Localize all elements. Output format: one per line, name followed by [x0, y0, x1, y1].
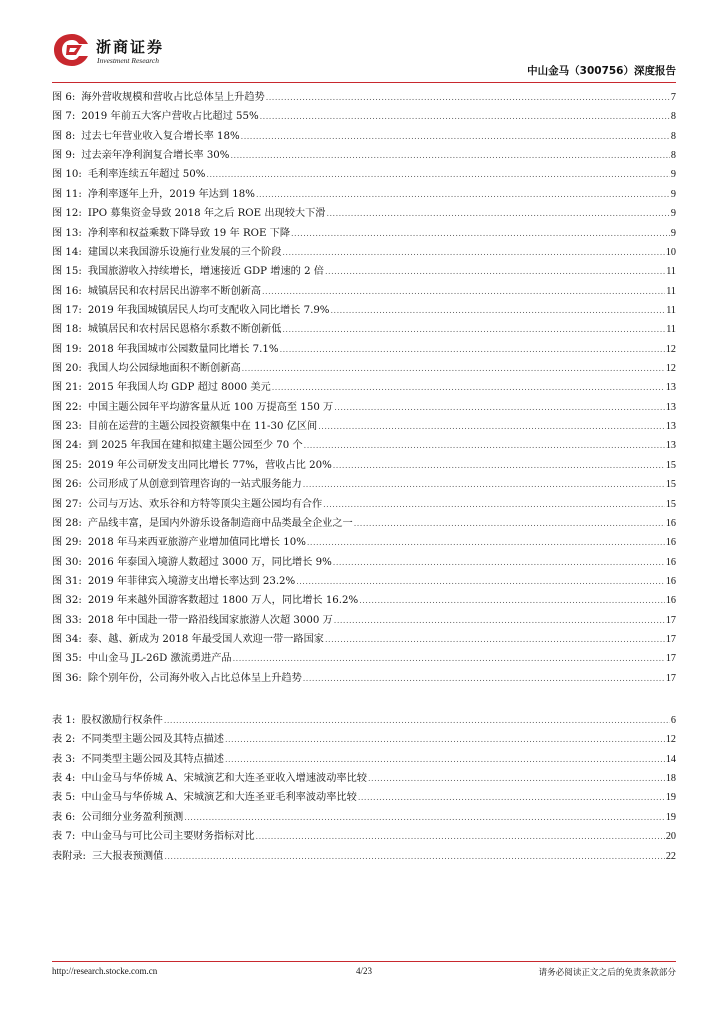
figure-toc-entry-leader-dots — [326, 204, 669, 223]
figure-toc-entry-page: 9 — [670, 208, 676, 220]
figure-toc-entry-title: 2018 年中国赴一带一路沿线国家旅游人次超 3000 万 — [87, 614, 333, 626]
figure-toc-entry[interactable] — [52, 553, 676, 572]
footer-divider — [52, 961, 676, 962]
figure-toc-entry-leader-dots — [242, 359, 665, 378]
figure-toc-entry[interactable] — [52, 514, 676, 533]
figure-toc-entry-title: 2019 年来越外国游客数超过 1800 万人，同比增长 16.2% — [87, 595, 359, 607]
figure-toc-entry-title: 中山金马 JL-26D 激流勇进产品 — [87, 653, 232, 665]
table-toc-entry[interactable] — [52, 827, 676, 846]
table-toc-entry-page: 22 — [665, 850, 676, 862]
table-toc-entry-leader-dots — [164, 847, 665, 866]
figure-toc-entry[interactable] — [52, 359, 676, 378]
figure-toc-entry-title: 2019 年公司研发支出同比增长 77%，营收占比 20% — [87, 459, 332, 471]
figure-toc-entry-title: 我国旅游收入持续增长，增速接近 GDP 增速的 2 倍 — [87, 266, 324, 278]
table-toc-entry[interactable] — [52, 769, 676, 788]
table-toc-entry-title: 中山金马与可比公司主要财务指标对比 — [81, 831, 255, 843]
table-toc-entry-leader-dots — [256, 827, 665, 846]
figure-toc-entry-leader-dots — [359, 591, 665, 610]
table-toc-entry-leader-dots — [358, 788, 665, 807]
figure-toc-entry-title: 中国主题公园年平均游客量从近 100 万提高至 150 万 — [87, 401, 334, 413]
table-toc-entry[interactable] — [52, 711, 676, 730]
figure-toc-entry-page: 9 — [670, 188, 676, 200]
figure-toc-entry[interactable] — [52, 320, 676, 339]
figure-toc-entry-leader-dots — [331, 301, 666, 320]
figure-toc-entry-number: 图 14: — [52, 246, 82, 258]
figure-toc-entry-number: 图 9: — [52, 150, 76, 162]
table-toc-entry-number: 表 6: — [52, 811, 76, 823]
figure-toc-entry-title: 城镇居民和农村居民出游率不断创新高 — [87, 285, 262, 297]
figure-toc-entry-leader-dots — [282, 320, 665, 339]
figure-toc-entry-page: 17 — [665, 614, 676, 626]
page-footer — [52, 966, 676, 980]
figure-toc-entry-leader-dots — [282, 243, 664, 262]
figure-toc-entry-page: 13 — [665, 421, 676, 433]
figure-toc-entry-title: 2018 年我国城市公园数量同比增长 7.1% — [87, 343, 279, 355]
figure-toc-entry-page: 16 — [665, 575, 676, 587]
figure-toc-entry-leader-dots — [241, 127, 670, 146]
table-toc-entry-title: 不同类型主题公园及其特点描述 — [81, 753, 224, 765]
figure-toc-entry-number: 图 15: — [52, 266, 82, 278]
figure-toc-entry-title: IPO 募集资金导致 2018 年之后 ROE 出现较大下滑 — [87, 208, 326, 220]
figure-toc-entry-number: 图 22: — [52, 401, 82, 413]
figure-toc-entry[interactable] — [52, 107, 676, 126]
figure-toc-entry[interactable] — [52, 127, 676, 146]
figure-toc-entry-leader-dots — [354, 514, 665, 533]
figure-toc-entry-title: 毛利率连续五年超过 50% — [87, 169, 206, 181]
figure-toc-entry-title: 目前在运营的主题公园投资额集中在 11-30 亿区间 — [87, 421, 318, 433]
figure-toc-entry-leader-dots — [323, 495, 665, 514]
zheshang-logo-icon — [52, 32, 92, 68]
figure-toc-entry-leader-dots — [206, 165, 670, 184]
figure-toc-entry[interactable] — [52, 630, 676, 649]
figure-list — [52, 88, 676, 688]
figure-toc-entry-title: 过去亲年净利润复合增长率 30% — [81, 150, 230, 162]
figure-toc-entry-title: 2015 年我国人均 GDP 超过 8000 美元 — [87, 382, 271, 394]
figure-toc-entry-leader-dots — [256, 185, 670, 204]
figure-toc-entry-leader-dots — [233, 649, 665, 668]
table-toc-entry-page: 6 — [670, 715, 676, 726]
figure-toc-entry-page: 12 — [665, 363, 676, 375]
figure-toc-entry-page: 15 — [665, 459, 676, 471]
table-toc-entry-leader-dots — [225, 730, 665, 749]
table-toc-entry-title: 中山金马与华侨城 A、宋城演艺和大连圣亚毛利率波动率比较 — [81, 792, 357, 804]
table-toc-entry[interactable] — [52, 847, 676, 866]
figure-toc-entry-number: 图 35: — [52, 653, 82, 665]
table-toc-entry-page: 14 — [665, 753, 676, 765]
figure-toc-entry-page: 16 — [665, 595, 676, 607]
figure-toc-entry-title: 净利率和权益乘数下降导致 19 年 ROE 下降 — [87, 227, 291, 239]
table-toc-entry-number: 表 1: — [52, 715, 76, 726]
table-toc-entry-title: 股权激励行权条件 — [81, 715, 163, 726]
figure-toc-entry-leader-dots — [325, 262, 665, 281]
figure-toc-entry-page: 8 — [670, 130, 676, 142]
figure-toc-entry-number: 图 12: — [52, 208, 82, 220]
figure-toc-entry-page: 11 — [666, 304, 676, 316]
figure-toc-entry-page: 13 — [665, 401, 676, 413]
figure-toc-entry[interactable] — [52, 591, 676, 610]
figure-toc-entry-page: 8 — [670, 150, 676, 162]
figure-toc-entry-page: 11 — [666, 324, 676, 336]
figure-toc-entry-page: 11 — [666, 285, 676, 297]
figure-toc-entry-number: 图 30: — [52, 556, 82, 568]
figure-toc-entry[interactable] — [52, 282, 676, 301]
figure-toc-entry-title: 2019 年前五大客户营收占比超过 55% — [81, 111, 259, 123]
figure-toc-entry-page: 16 — [665, 537, 676, 549]
figure-toc-entry-page: 7 — [670, 92, 676, 103]
figure-toc-entry-number: 图 26: — [52, 479, 82, 491]
figure-toc-entry[interactable] — [52, 185, 676, 204]
brand-name-cn: 浙商证券 — [96, 38, 165, 56]
figure-toc-entry[interactable] — [52, 649, 676, 668]
figure-toc-entry-leader-dots — [325, 630, 665, 649]
figure-toc-entry[interactable] — [52, 611, 676, 630]
figure-toc-entry[interactable] — [52, 417, 676, 436]
figure-toc-entry[interactable] — [52, 669, 676, 688]
figure-toc-entry-leader-dots — [334, 611, 665, 630]
table-list — [52, 711, 676, 866]
table-toc-entry-title: 不同类型主题公园及其特点描述 — [81, 734, 224, 746]
header-divider — [52, 82, 676, 83]
figure-toc-entry[interactable] — [52, 301, 676, 320]
figure-toc-entry-number: 图 29: — [52, 537, 82, 549]
figure-toc-entry-number: 图 21: — [52, 382, 82, 394]
figure-toc-entry-leader-dots — [318, 417, 665, 436]
figure-toc-entry-number: 图 18: — [52, 324, 82, 336]
table-toc-entry-page: 18 — [665, 773, 676, 785]
figure-toc-entry-number: 图 34: — [52, 634, 82, 646]
figure-toc-entry-page: 17 — [665, 672, 676, 684]
figure-toc-entry-page: 13 — [665, 382, 676, 394]
figure-toc-entry-number: 图 24: — [52, 440, 82, 452]
figure-toc-entry[interactable] — [52, 495, 676, 514]
figure-toc-entry-leader-dots — [304, 436, 665, 455]
figure-toc-entry-title: 城镇居民和农村居民恩格尔系数不断创新低 — [87, 324, 282, 336]
figure-toc-entry-leader-dots — [230, 146, 669, 165]
figure-toc-entry-title: 过去七年营业收入复合增长率 18% — [81, 130, 240, 142]
figure-toc-entry-title: 2019 年我国城镇居民人均可支配收入同比增长 7.9% — [87, 304, 330, 316]
figure-toc-entry[interactable] — [52, 165, 676, 184]
figure-toc-entry-leader-dots — [307, 533, 665, 552]
figure-toc-entry-leader-dots — [334, 398, 665, 417]
figure-toc-entry-page: 8 — [670, 111, 676, 123]
figure-toc-entry-leader-dots — [272, 378, 665, 397]
figure-toc-entry-page: 9 — [670, 227, 676, 239]
figure-toc-entry-leader-dots — [291, 224, 670, 243]
figure-toc-entry-title: 2018 年马来西亚旅游产业增加值同比增长 10% — [87, 537, 306, 549]
figure-toc-entry-number: 图 32: — [52, 595, 82, 607]
figure-toc-entry-number: 图 7: — [52, 111, 76, 123]
figure-toc-entry-page: 9 — [670, 169, 676, 181]
figure-toc-entry[interactable] — [52, 572, 676, 591]
figure-toc-entry-page: 17 — [665, 634, 676, 646]
brand-name-en: Investment Research — [97, 56, 159, 65]
figure-toc-entry-number: 图 28: — [52, 517, 82, 529]
figure-toc-entry-leader-dots — [333, 553, 665, 572]
figure-toc-entry-page: 16 — [665, 517, 676, 529]
figure-toc-entry[interactable] — [52, 224, 676, 243]
figure-toc-entry-number: 图 27: — [52, 498, 82, 510]
page-header — [52, 30, 676, 82]
figure-toc-entry-page: 11 — [666, 266, 676, 278]
figure-toc-entry-number: 图 11: — [52, 188, 82, 200]
table-toc-entry-page: 19 — [665, 792, 676, 804]
figure-toc-entry-page: 13 — [665, 440, 676, 452]
table-toc-entry-number: 表 2: — [52, 734, 76, 746]
figure-toc-entry-page: 16 — [665, 556, 676, 568]
figure-toc-entry-number: 图 10: — [52, 169, 82, 181]
figure-toc-entry-number: 图 19: — [52, 343, 82, 355]
figure-toc-entry-number: 图 8: — [52, 130, 76, 142]
figure-toc-entry-number: 图 33: — [52, 614, 82, 626]
table-toc-entry-number: 表附录: — [52, 850, 86, 862]
footer-url-link[interactable]: http://research.stocke.com.cn — [52, 966, 158, 976]
figure-toc-entry-title: 我国人均公园绿地面积不断创新高 — [87, 363, 241, 375]
table-toc-entry-page: 12 — [665, 734, 676, 746]
figure-toc-entry[interactable] — [52, 204, 676, 223]
table-toc-entry-page: 19 — [665, 811, 676, 823]
figure-toc-entry-leader-dots — [303, 475, 665, 494]
figure-toc-entry-number: 图 16: — [52, 285, 82, 297]
report-title: 中山金马（300756）深度报告 — [527, 65, 676, 77]
figure-toc-entry[interactable] — [52, 146, 676, 165]
figure-toc-entry-title: 建国以来我国游乐设施行业发展的三个阶段 — [87, 246, 282, 258]
figure-toc-entry-title: 净利率逐年上升，2019 年达到 18% — [87, 188, 255, 200]
table-toc-entry-title: 公司细分业务盈利预测 — [81, 811, 184, 823]
figure-toc-entry[interactable] — [52, 398, 676, 417]
footer-page-number: 4/23 — [356, 966, 373, 976]
figure-toc-entry[interactable] — [52, 378, 676, 397]
figure-toc-entry-number: 图 36: — [52, 672, 82, 684]
figure-toc-entry[interactable] — [52, 243, 676, 262]
table-toc-entry-title: 中山金马与华侨城 A、宋城演艺和大连圣亚收入增速波动率比较 — [81, 773, 367, 785]
figure-toc-entry-page: 10 — [665, 246, 676, 258]
figure-toc-entry-number: 图 25: — [52, 459, 82, 471]
figure-toc-entry[interactable] — [52, 475, 676, 494]
figure-toc-entry-page: 15 — [665, 498, 676, 510]
figure-toc-entry-leader-dots — [280, 340, 665, 359]
table-toc-entry-leader-dots — [368, 769, 665, 788]
table-toc-entry-number: 表 5: — [52, 792, 76, 804]
figure-toc-entry-title: 公司形成了从创意到管理咨询的一站式服务能力 — [87, 479, 302, 491]
figure-toc-entry-title: 2016 年泰国入境游人数超过 3000 万，同比增长 9% — [87, 556, 332, 568]
figure-toc-entry-number: 图 23: — [52, 421, 82, 433]
figure-toc-entry-page: 12 — [665, 343, 676, 355]
figure-toc-entry-title: 到 2025 年我国在建和拟建主题公园至少 70 个 — [87, 440, 303, 452]
figure-toc-entry-title: 泰、越、新成为 2018 年最受国人欢迎一带一路国家 — [87, 634, 324, 646]
figure-toc-entry-leader-dots — [303, 669, 665, 688]
table-toc-entry[interactable] — [52, 730, 676, 749]
figure-toc-entry[interactable] — [52, 88, 676, 107]
figure-toc-entry-page: 17 — [665, 653, 676, 665]
footer-disclaimer-note: 请务必阅读正文之后的免责条款部分 — [538, 968, 676, 978]
figure-toc-entry[interactable] — [52, 262, 676, 281]
figure-toc-entry[interactable] — [52, 533, 676, 552]
figure-toc-entry-leader-dots — [333, 456, 665, 475]
table-toc-entry-number: 表 4: — [52, 773, 76, 785]
figure-toc-entry-number: 图 31: — [52, 575, 82, 587]
figure-toc-entry-title: 公司与万达、欢乐谷和方特等顶尖主题公园均有合作 — [87, 498, 323, 510]
table-toc-entry[interactable] — [52, 808, 676, 827]
table-toc-entry[interactable] — [52, 750, 676, 769]
figure-toc-entry-page: 15 — [665, 479, 676, 491]
figure-toc-entry[interactable] — [52, 436, 676, 455]
table-toc-entry-number: 表 3: — [52, 753, 76, 765]
table-toc-entry-title: 三大报表预测值 — [92, 850, 164, 862]
figure-toc-entry[interactable] — [52, 456, 676, 475]
figure-toc-entry-title: 2019 年菲律宾入境游支出增长率达到 23.2% — [87, 575, 296, 587]
figure-toc-entry-title: 除个别年份，公司海外收入占比总体呈上升趋势 — [87, 672, 302, 684]
figure-toc-entry-number: 图 13: — [52, 227, 82, 239]
figure-toc-entry-number: 图 20: — [52, 363, 82, 375]
figure-toc-entry-title: 产品线丰富，是国内外游乐设备制造商中品类最全企业之一 — [87, 517, 353, 529]
table-toc-entry[interactable] — [52, 788, 676, 807]
table-toc-entry-leader-dots — [184, 808, 665, 827]
figure-toc-entry-leader-dots — [266, 88, 670, 107]
figure-toc-entry-leader-dots — [260, 107, 670, 126]
table-toc-entry-page: 20 — [665, 831, 676, 843]
table-toc-entry-leader-dots — [225, 750, 665, 769]
figure-toc-entry-leader-dots — [262, 282, 665, 301]
table-toc-entry-leader-dots — [164, 711, 670, 730]
table-toc-entry-number: 表 7: — [52, 831, 76, 843]
figure-toc-entry[interactable] — [52, 340, 676, 359]
figure-toc-entry-number: 图 6: — [52, 92, 76, 103]
figure-toc-entry-number: 图 17: — [52, 304, 82, 316]
figure-toc-entry-leader-dots — [296, 572, 665, 591]
figure-toc-entry-title: 海外营收规模和营收占比总体呈上升趋势 — [81, 92, 265, 103]
